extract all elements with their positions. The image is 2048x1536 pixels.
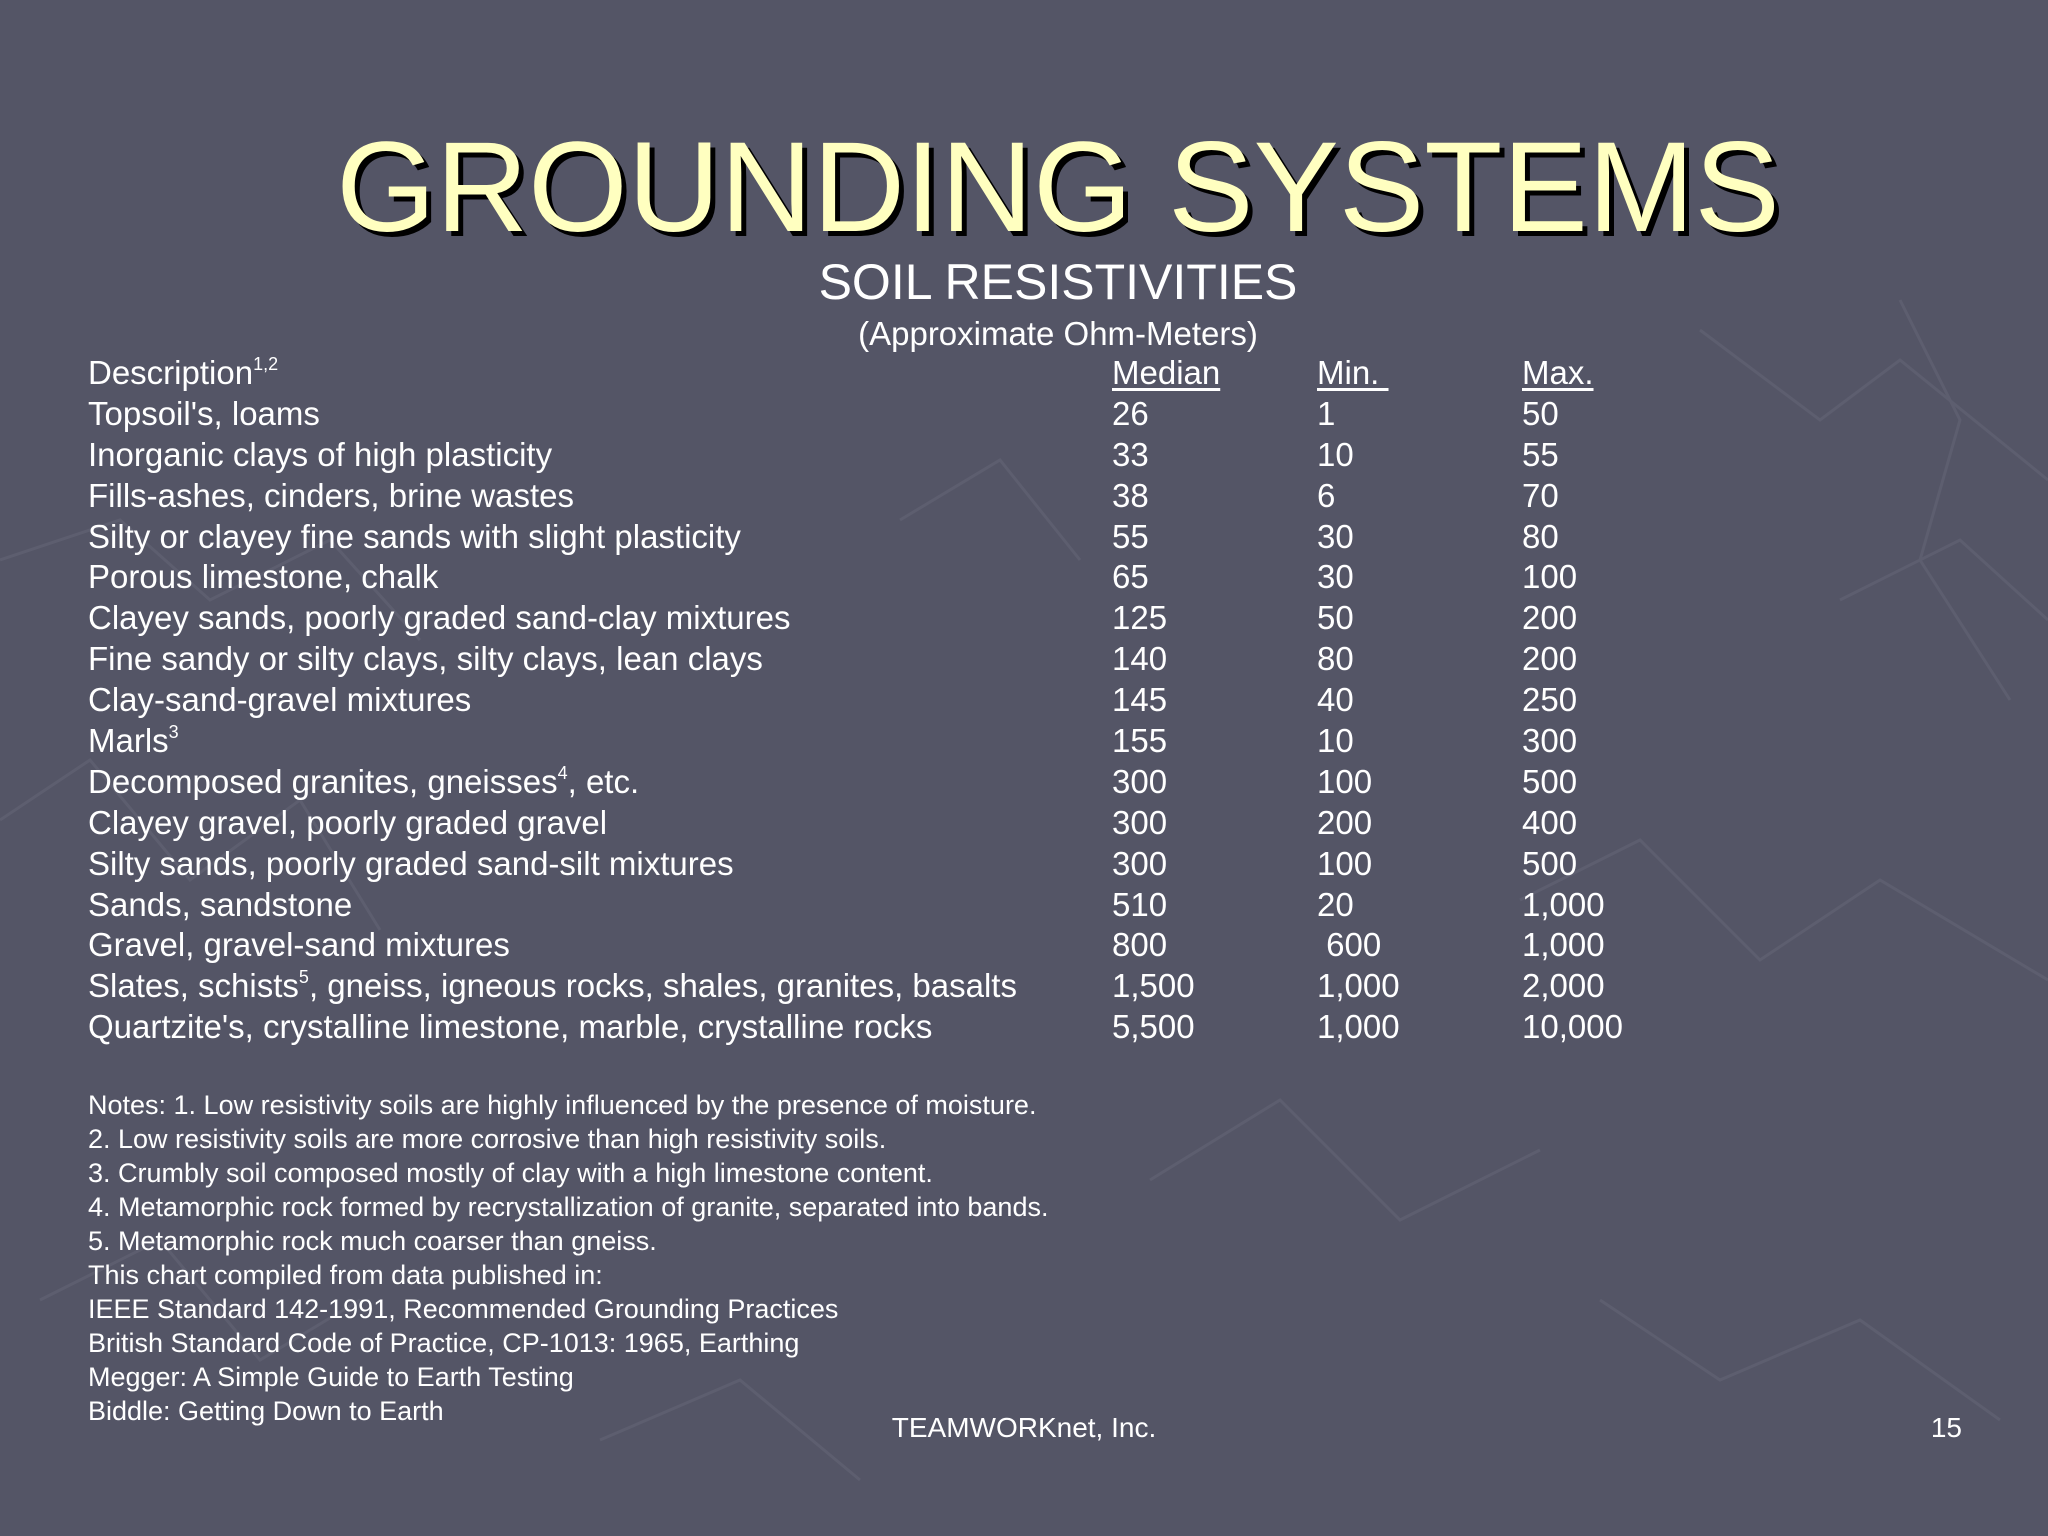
- header-description: Description$^{1,2}$: [88, 354, 279, 391]
- cell-description: Silty or clayey fine sands with slight plasticity: [88, 517, 741, 555]
- cell-median: 510: [1112, 885, 1168, 923]
- table-row: [88, 762, 1788, 803]
- notes-section: [88, 1088, 1388, 1428]
- cell-median: 155: [1112, 722, 1168, 760]
- cell-description: Sands, sandstone: [88, 885, 353, 923]
- cell-description: Quartzite's, crystalline limestone, marble, crystalline rocks: [88, 1008, 933, 1046]
- cell-min: 1,000: [1317, 967, 1400, 1005]
- cell-description: Slates, schists$^5$, gneiss, igneous rocks, shales, granites, basalts: [88, 967, 1017, 1005]
- cell-median: 125: [1112, 599, 1168, 637]
- cell-description: Clayey gravel, poorly graded gravel: [88, 803, 608, 841]
- cell-median: 300: [1112, 762, 1168, 800]
- cell-description: Topsoil's, loams: [88, 394, 320, 432]
- cell-max: 400: [1522, 803, 1578, 841]
- table-row: [88, 639, 1788, 680]
- cell-median: 300: [1112, 803, 1168, 841]
- cell-max: 200: [1522, 599, 1578, 637]
- table-row: [88, 476, 1788, 517]
- cell-max: 200: [1522, 640, 1578, 678]
- note-line: This chart compiled from data published in:: [88, 1260, 603, 1290]
- table-row: [88, 844, 1788, 885]
- cell-max: 55: [1522, 435, 1559, 473]
- footer-company: TEAMWORKnet, Inc.: [891, 1412, 1157, 1443]
- cell-median: 55: [1112, 517, 1149, 555]
- note-line: Megger: A Simple Guide to Earth Testing: [88, 1362, 574, 1392]
- table-row: [88, 435, 1788, 476]
- cell-max: 70: [1522, 476, 1559, 514]
- note-line: Notes: 1. Low resistivity soils are highly influenced by the presence of moisture.: [88, 1090, 1037, 1120]
- cell-max: 50: [1522, 394, 1559, 432]
- table-row: [88, 517, 1788, 558]
- cell-median: 38: [1112, 476, 1149, 514]
- table-row: [88, 966, 1788, 1007]
- footnote-ref: 3: [168, 722, 179, 743]
- cell-max: 250: [1522, 681, 1578, 719]
- cell-max: 500: [1522, 762, 1578, 800]
- cell-min: 80: [1317, 640, 1354, 678]
- cell-median: 65: [1112, 558, 1149, 596]
- cell-description: Silty sands, poorly graded sand-silt mixtures: [88, 844, 734, 882]
- resistivity-table: [88, 353, 1788, 1048]
- cell-max: 1,000: [1522, 926, 1605, 964]
- cell-median: 5,500: [1112, 1008, 1195, 1046]
- cell-max: 100: [1522, 558, 1578, 596]
- cell-max: 1,000: [1522, 885, 1605, 923]
- cell-min: 30: [1317, 517, 1354, 555]
- note-line: 3. Crumbly soil composed mostly of clay with a high limestone content.: [88, 1158, 933, 1188]
- table-row: [88, 885, 1788, 926]
- table-row: [88, 803, 1788, 844]
- cell-min: 50: [1317, 599, 1354, 637]
- note-line: 2. Low resistivity soils are more corrosive than high resistivity soils.: [88, 1124, 887, 1154]
- table-row: [88, 1007, 1788, 1048]
- note-line: 5. Metamorphic rock much coarser than gneiss.: [88, 1226, 657, 1256]
- footnote-ref: 4: [557, 762, 568, 783]
- cell-max: 500: [1522, 844, 1578, 882]
- cell-description: Fine sandy or silty clays, silty clays, lean clays: [88, 640, 763, 678]
- cell-description: Decomposed granites, gneisses$^4$, etc.: [88, 762, 640, 800]
- cell-min: 100: [1317, 844, 1373, 882]
- cell-description: Inorganic clays of high plasticity: [88, 435, 553, 473]
- cell-description: Gravel, gravel-sand mixtures: [88, 926, 510, 964]
- table-body: [88, 394, 1788, 1048]
- cell-min: 1: [1317, 394, 1336, 432]
- slide-subtitle: SOIL RESISTIVITIES: [818, 254, 1298, 310]
- cell-description: Fills-ashes, cinders, brine wastes: [88, 476, 575, 514]
- cell-min: 30: [1317, 558, 1354, 596]
- cell-max: 2,000: [1522, 967, 1605, 1005]
- footnote-ref: 5: [298, 967, 309, 988]
- table-row: [88, 394, 1788, 435]
- cell-max: 10,000: [1522, 1008, 1623, 1046]
- table-row: [88, 721, 1788, 762]
- cell-description: Porous limestone, chalk: [88, 558, 439, 596]
- note-line: Biddle: Getting Down to Earth: [88, 1396, 444, 1426]
- cell-min: 200: [1317, 803, 1373, 841]
- note-line: British Standard Code of Practice, CP-1013: 1965, Earthing: [88, 1328, 800, 1358]
- cell-description: Clay-sand-gravel mixtures: [88, 681, 472, 719]
- note-line: 4. Metamorphic rock formed by recrystallization of granite, separated into bands.: [88, 1192, 1049, 1222]
- table-row: [88, 598, 1788, 639]
- slide-title: GROUNDING SYSTEMS: [336, 116, 1780, 259]
- header-median: Median: [1112, 354, 1221, 391]
- cell-median: 800: [1112, 926, 1168, 964]
- table-row: [88, 557, 1788, 598]
- table-header-row: [88, 353, 1788, 394]
- cell-min: 20: [1317, 885, 1354, 923]
- cell-description: Marls$^3$: [88, 722, 179, 760]
- cell-min: 40: [1317, 681, 1354, 719]
- cell-median: 140: [1112, 640, 1168, 678]
- cell-median: 1,500: [1112, 967, 1195, 1005]
- cell-description: Clayey sands, poorly graded sand-clay mixtures: [88, 599, 791, 637]
- note-line: IEEE Standard 142-1991, Recommended Grounding Practices: [88, 1294, 839, 1324]
- cell-min: 1,000: [1317, 1008, 1400, 1046]
- header-max: Max.: [1522, 354, 1594, 391]
- header-min: Min.: [1317, 354, 1389, 391]
- cell-min: 10: [1317, 435, 1354, 473]
- cell-max: 80: [1522, 517, 1559, 555]
- cell-median: 145: [1112, 681, 1168, 719]
- cell-median: 33: [1112, 435, 1149, 473]
- units-caption: (Approximate Ohm-Meters): [858, 315, 1258, 352]
- table-row: [88, 925, 1788, 966]
- cell-min: 100: [1317, 762, 1373, 800]
- footnote-ref: 1,2: [253, 354, 279, 374]
- cell-min: 6: [1317, 476, 1336, 514]
- cell-min: 10: [1317, 722, 1354, 760]
- table-row: [88, 680, 1788, 721]
- cell-median: 26: [1112, 394, 1149, 432]
- cell-median: 300: [1112, 844, 1168, 882]
- cell-max: 300: [1522, 722, 1578, 760]
- page-number: 15: [1930, 1412, 1962, 1443]
- cell-min: 600: [1317, 926, 1382, 964]
